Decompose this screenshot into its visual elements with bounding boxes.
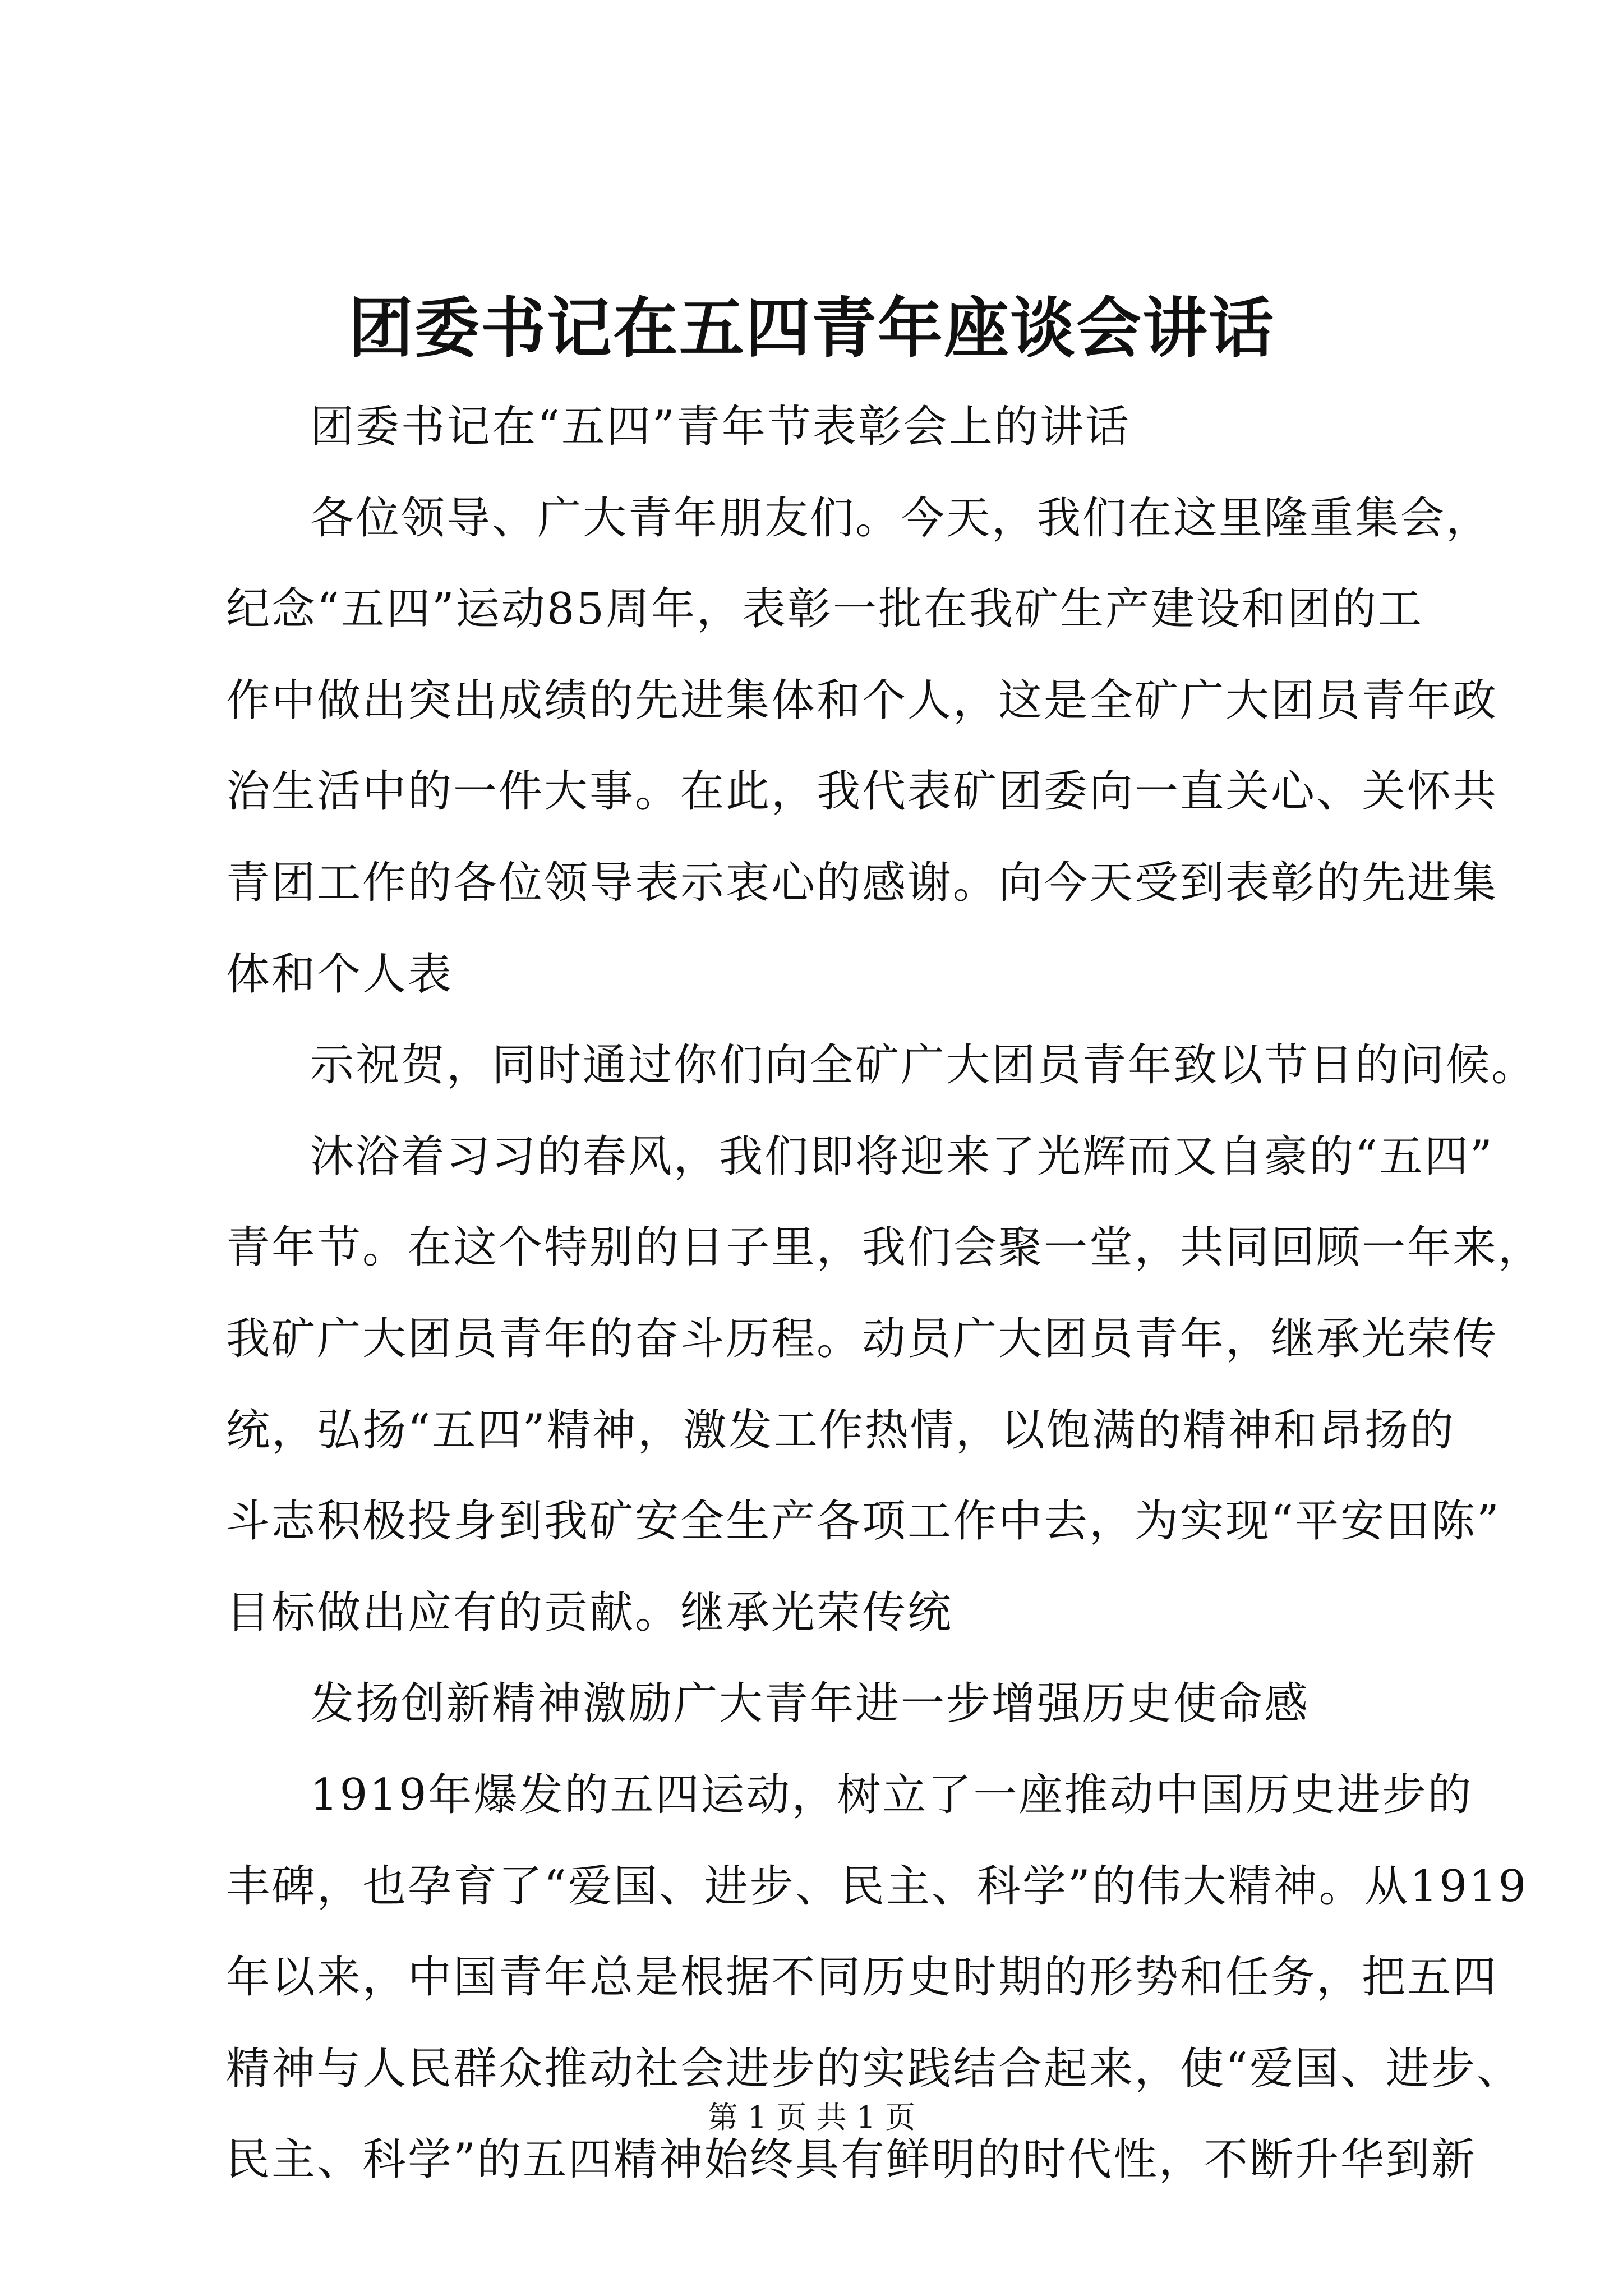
- paragraph-line: 作中做出突出成绩的先进集体和个人，这是全矿广大团员青年政: [226, 675, 1498, 726]
- paragraph-line: 年以来，中国青年总是根据不同历史时期的形势和任务，把五四: [226, 1952, 1498, 2003]
- paragraph-line: 青团工作的各位领导表示衷心的感谢。向今天受到表彰的先进集: [226, 857, 1498, 908]
- paragraph-line: 纪念“五四”运动85周年，表彰一批在我矿生产建设和团的工: [226, 584, 1424, 635]
- paragraph-line: 民主、科学”的五四精神始终具有鲜明的时代性，不断升华到新: [226, 2134, 1477, 2185]
- paragraph-line: 斗志积极投身到我矿安全生产各项工作中去，为实现“平安田陈”: [226, 1496, 1501, 1547]
- paragraph-line: 精神与人民群众推动社会进步的实践结合起来，使“爱国、进步、: [226, 2043, 1522, 2094]
- paragraph-line: 我矿广大团员青年的奋斗历程。动员广大团员青年，继承光荣传: [226, 1313, 1498, 1364]
- paragraph-line: 示祝贺，同时通过你们向全矿广大团员青年致以节日的问候。: [310, 1040, 1537, 1091]
- paragraph-line: 体和个人表: [226, 949, 454, 1000]
- paragraph-line: 统，弘扬“五四”精神，激发工作热情，以饱满的精神和昂扬的: [226, 1405, 1455, 1456]
- paragraph-line: 各位领导、广大青年朋友们。今天，我们在这里隆重集会，: [310, 493, 1492, 544]
- subtitle-line: 团委书记在“五四”青年节表彰会上的讲话: [310, 402, 1131, 452]
- paragraph-line: 目标做出应有的贡献。继承光荣传统: [226, 1587, 953, 1638]
- section-heading-line: 发扬创新精神激励广大青年进一步增强历史使命感: [310, 1678, 1310, 1729]
- paragraph-line: 丰碑，也孕育了“爱国、进步、民主、科学”的伟大精神。从1919: [226, 1861, 1528, 1912]
- document-title: 团委书记在五四青年座谈会讲话: [348, 290, 1275, 366]
- paragraph-line: 青年节。在这个特别的日子里，我们会聚一堂，共同回顾一年来，: [226, 1222, 1544, 1273]
- paragraph-line: 治生活中的一件大事。在此，我代表矿团委向一直关心、关怀共: [226, 766, 1498, 817]
- page-number-footer: 第 1 页 共 1 页: [707, 2100, 916, 2135]
- paragraph-line: 沐浴着习习的春风，我们即将迎来了光辉而又自豪的“五四”: [310, 1131, 1494, 1182]
- paragraph-line: 1919年爆发的五四运动，树立了一座推动中国历史进步的: [310, 1769, 1473, 1820]
- document-body: [226, 381, 1544, 2206]
